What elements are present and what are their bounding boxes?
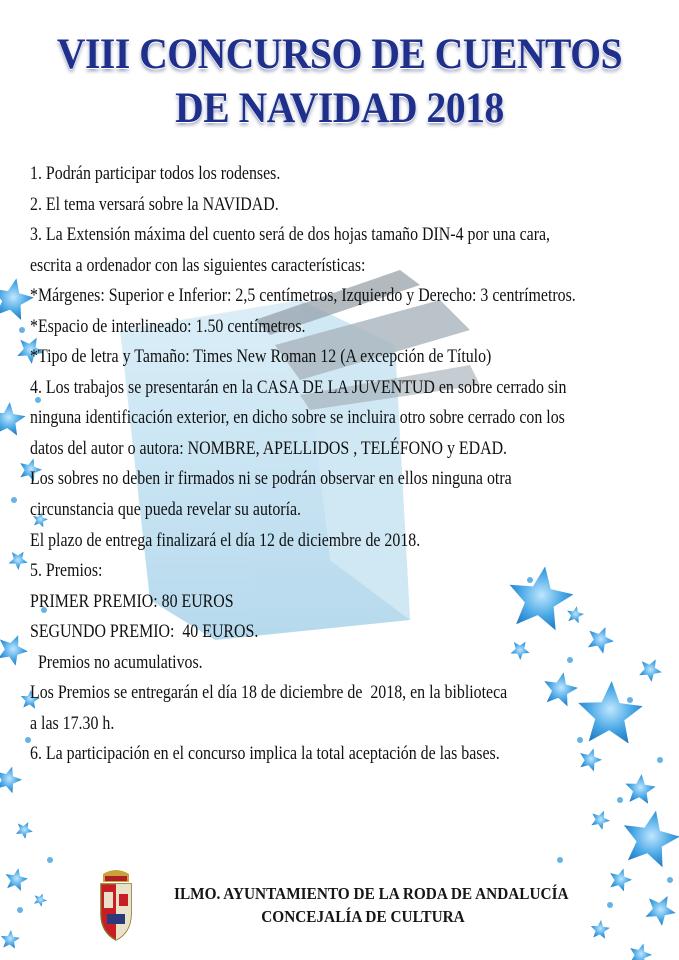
rule-line: 5. Premios: bbox=[30, 560, 103, 582]
rules-text bbox=[30, 159, 670, 770]
rule-line: 6. La participación en el concurso implica la total aceptación de las bases. bbox=[30, 743, 500, 765]
rule-line: El plazo de entrega finalizará el día 12 de diciembre de 2018. bbox=[30, 529, 421, 551]
rule-line: datos del autor o autora: NOMBRE, APELLIDOS , TELÉFONO y EDAD. bbox=[30, 437, 508, 459]
star-icon bbox=[16, 822, 33, 839]
star-icon bbox=[625, 774, 655, 804]
rule-line: *Espacio de interlineado: 1.50 centímetros. bbox=[30, 315, 306, 337]
star-icon bbox=[0, 767, 22, 794]
star-icon bbox=[34, 894, 47, 907]
rule-line: Los Premios se entregarán el día 18 de diciembre de 2018, en la biblioteca bbox=[30, 682, 508, 704]
star-icon bbox=[0, 402, 26, 435]
star-icon bbox=[0, 635, 28, 665]
rule-line: SEGUNDO PREMIO: 40 EUROS. bbox=[30, 621, 259, 643]
rule-line: a las 17.30 h. bbox=[30, 712, 115, 734]
rule-line: 2. El tema versará sobre la NAVIDAD. bbox=[30, 193, 279, 215]
rule-line: ninguna identificación exterior, en dicho sobre se incluira otro sobre cerrado con los bbox=[30, 407, 565, 429]
star-icon bbox=[1, 930, 20, 949]
footer bbox=[95, 868, 655, 948]
star-icon bbox=[591, 811, 610, 830]
footer-line-1: ILMO. AYUNTAMIENTO DE LA RODA DE ANDALUCÍA bbox=[174, 884, 569, 903]
rule-line: PRIMER PREMIO: 80 EUROS bbox=[30, 590, 234, 612]
rule-line: 3. La Extensión máxima del cuento será de dos hojas tamaño DIN-4 por una cara, bbox=[30, 224, 551, 246]
page-title bbox=[27, 28, 652, 136]
footer-text bbox=[153, 882, 573, 928]
star-icon bbox=[9, 552, 28, 570]
title-line-2: DE NAVIDAD 2018 bbox=[175, 85, 504, 132]
coat-of-arms-icon bbox=[95, 868, 137, 942]
rule-line: 1. Podrán participar todos los rodenses. bbox=[30, 163, 281, 184]
rule-line: *Márgenes: Superior e Inferior: 2,5 centímetros, Izquierdo y Derecho: 3 centrímetros. bbox=[30, 285, 576, 307]
rule-line: circunstancia que pueda revelar su autoría. bbox=[30, 499, 302, 521]
rule-line: *Tipo de letra y Tamaño: Times New Roman 12 (A excepción de Título) bbox=[30, 346, 492, 368]
rule-line: escrita a ordenador con las siguientes características: bbox=[30, 254, 366, 276]
star-icon bbox=[0, 278, 34, 320]
rule-line: Los sobres no deben ir firmados ni se podrán observar en ellos ninguna otra bbox=[30, 468, 512, 490]
rule-line: 4. Los trabajos se presentarán en la CASA DE LA JUVENTUD en sobre cerrado sin bbox=[30, 376, 567, 398]
rule-line: Premios no acumulativos. bbox=[30, 651, 203, 673]
title-line-1: VIII CONCURSO DE CUENTOS bbox=[56, 31, 623, 78]
star-icon bbox=[624, 811, 679, 868]
star-icon bbox=[6, 868, 28, 891]
footer-line-2: CONCEJALÍA DE CULTURA bbox=[261, 907, 465, 926]
